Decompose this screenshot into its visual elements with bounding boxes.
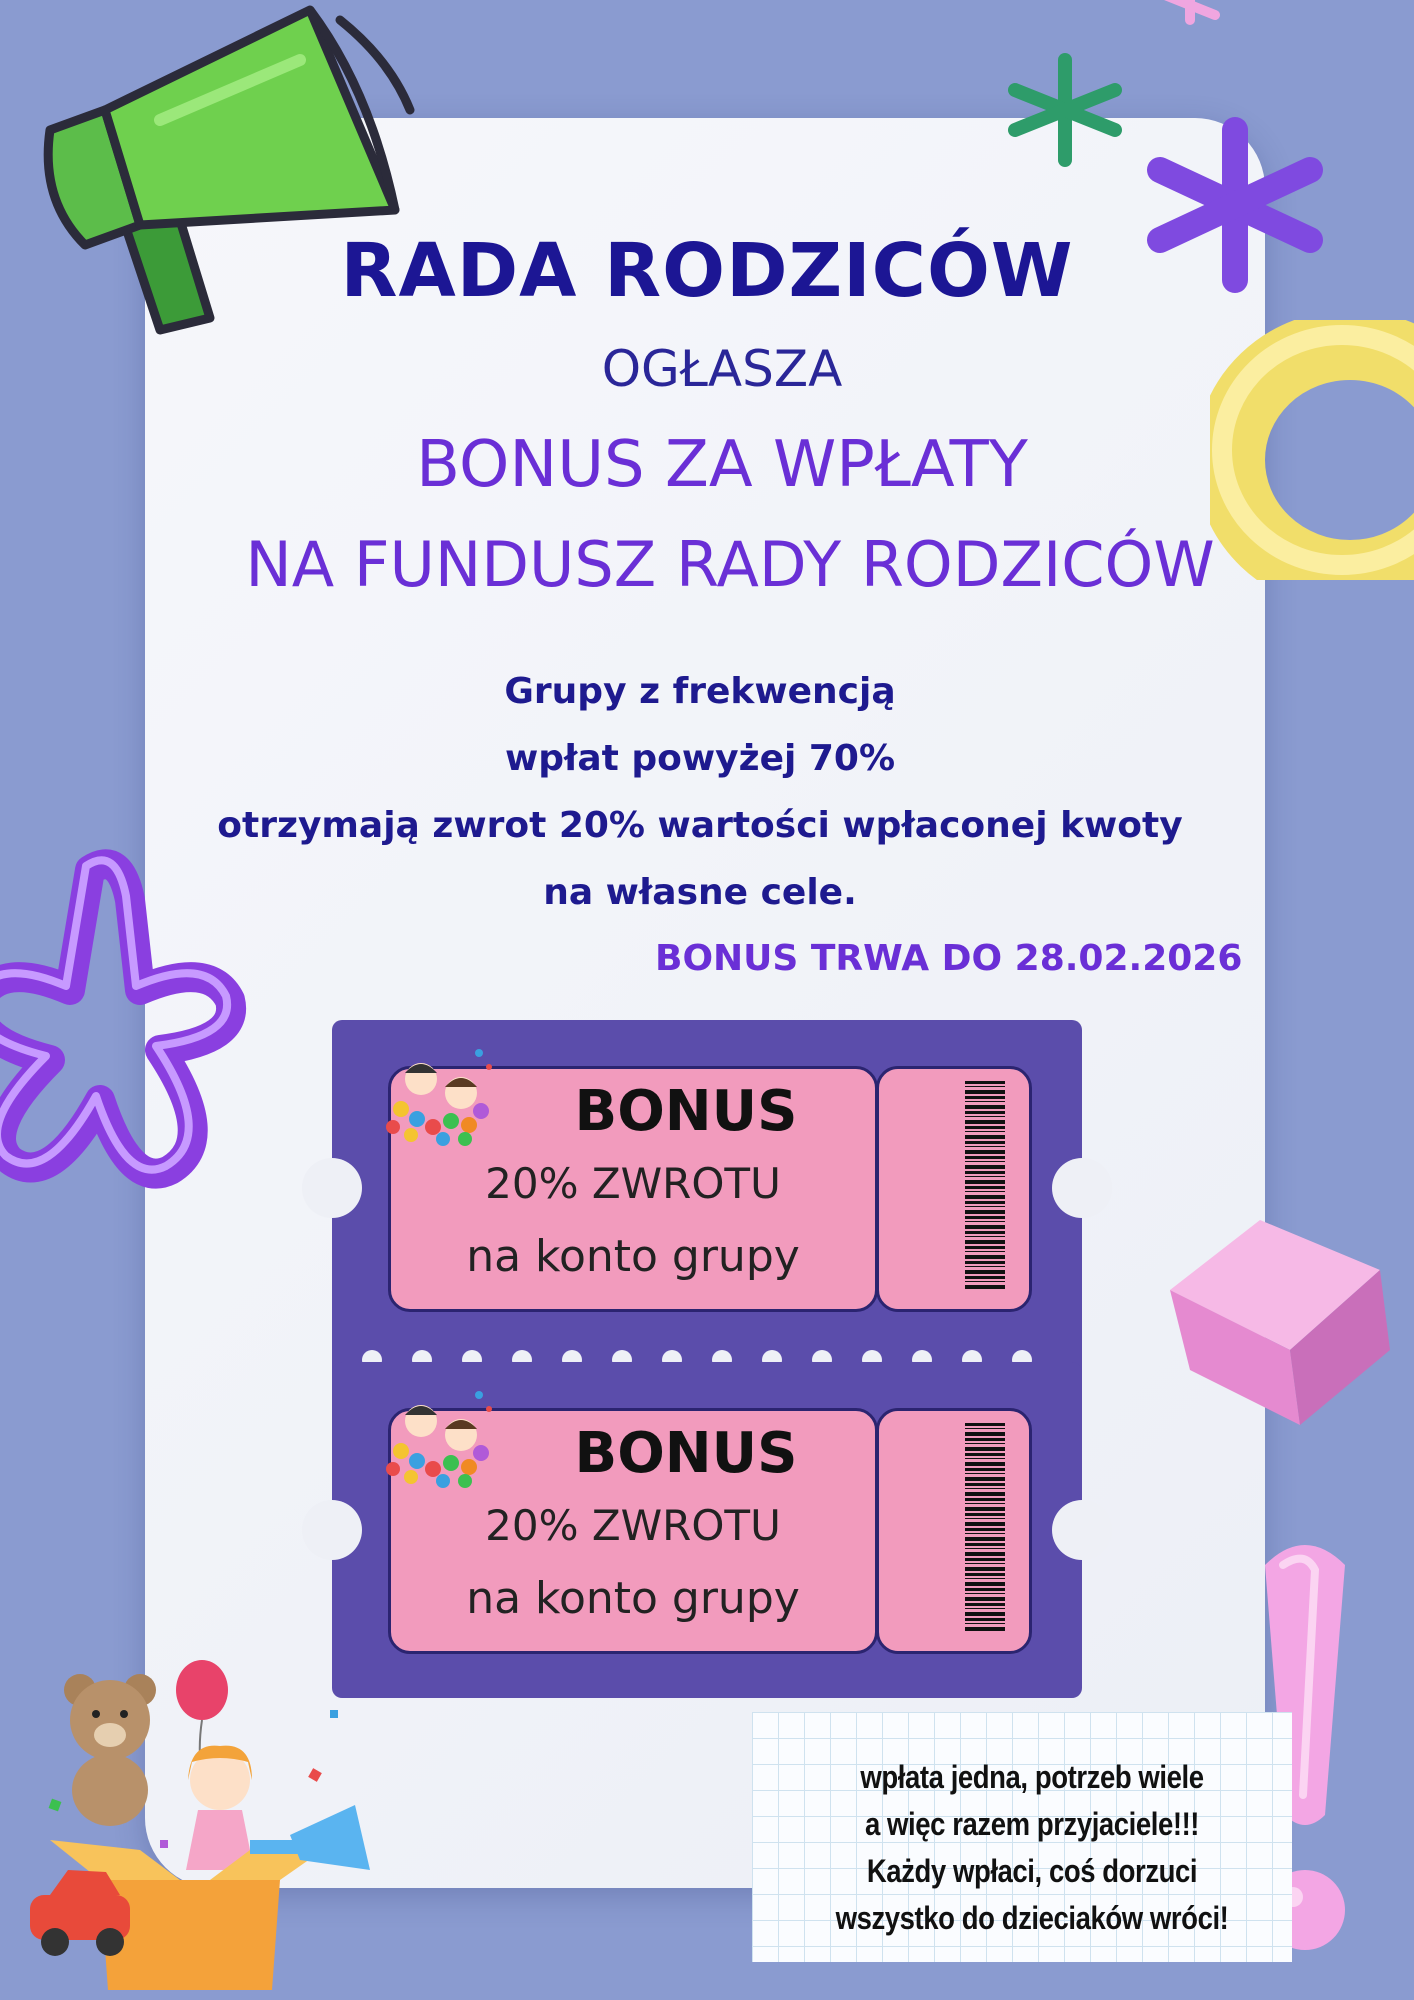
asterisk-icon <box>1000 50 1130 170</box>
bonus-ticket <box>332 1362 1082 1698</box>
kids-ball-pit-icon <box>381 1039 501 1149</box>
toy-box-icon <box>10 1650 390 1990</box>
ticket-stub <box>876 1408 1032 1654</box>
ticket-title: BONUS <box>574 1079 798 1144</box>
ticket-destination: na konto grupy <box>466 1573 800 1624</box>
slogan-line: wszystko do dzieciaków wróci! <box>835 1900 1229 1936</box>
asterisk-icon <box>1150 0 1230 30</box>
details-line: na własne cele. <box>543 872 857 913</box>
ticket-stub <box>876 1066 1032 1312</box>
details-line: otrzymają zwrot 20% wartości wpłaconej kwoty <box>217 805 1183 846</box>
ticket-notch <box>302 1500 362 1560</box>
ticket-percent: 20% ZWROTU <box>485 1159 781 1208</box>
slogan-line: wpłata jedna, potrzeb wiele <box>860 1759 1204 1795</box>
fund-line-text: NA FUNDUSZ RADY RODZICÓW <box>245 528 1215 601</box>
cube-icon <box>1150 1200 1400 1440</box>
bonus-ticket <box>332 1020 1082 1356</box>
ticket-title: BONUS <box>574 1421 798 1486</box>
details-line: Grupy z frekwencją <box>504 671 896 712</box>
ticket-destination: na konto grupy <box>466 1231 800 1282</box>
barcode-icon <box>965 1423 1005 1633</box>
details-line: wpłat powyżej 70% <box>504 738 896 779</box>
barcode-icon <box>965 1081 1005 1291</box>
ticket-face <box>388 1066 878 1312</box>
ticket-notch <box>1052 1500 1112 1560</box>
details-text <box>150 658 1250 926</box>
ticket-face <box>388 1408 878 1654</box>
page-title: RADA RODZICÓW <box>340 228 1074 314</box>
ticket-percent: 20% ZWROTU <box>485 1501 781 1550</box>
slogan-text <box>808 1754 1255 1942</box>
announces-text: OGŁASZA <box>601 340 843 398</box>
kids-ball-pit-icon <box>381 1381 501 1491</box>
slogan-line: Każdy wpłaci, coś dorzuci <box>866 1853 1198 1889</box>
slogan-box <box>752 1712 1292 1962</box>
bonus-line: BONUS ZA WPŁATY <box>416 428 1028 502</box>
ticket-notch <box>1052 1158 1112 1218</box>
deadline-text: BONUS TRWA DO 28.02.2026 <box>655 938 1243 979</box>
ticket-notch <box>302 1158 362 1218</box>
slogan-line: a więc razem przyjaciele!!! <box>864 1806 1200 1842</box>
